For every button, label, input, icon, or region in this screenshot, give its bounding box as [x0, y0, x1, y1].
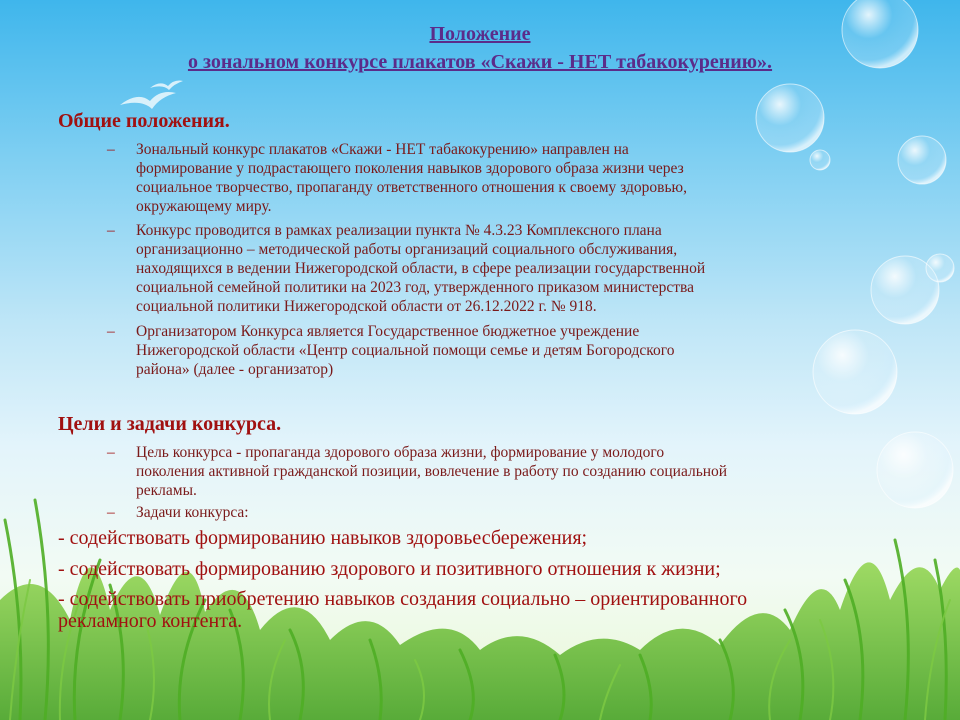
bullet-dash: –: [107, 444, 115, 461]
list-item: [107, 503, 907, 522]
list-item-text: Зональный конкурс плакатов «Скажи - НЕТ табакокурению» направлен на формирование у подрастающего поколения навыков здорового образа жизни через социальное творчество, пропаганду ответственного отношения к своему здоровью, окружающему миру.: [136, 141, 687, 215]
list-item: [107, 140, 907, 216]
bullet-dash: –: [107, 141, 115, 158]
list-item: [107, 322, 907, 379]
bullet-dash: –: [107, 323, 115, 340]
section-heading-goals: Цели и задачи конкурса.: [58, 413, 282, 435]
page-subtitle: о зональном конкурсе плакатов «Скажи - НЕТ табакокурению».: [187, 51, 773, 73]
list-item-text: Организатором Конкурса является Государственное бюджетное учреждение Нижегородской области «Центр социальной помощи семье и детям Богородского района» (далее - организатор): [136, 323, 675, 378]
bullet-dash: –: [107, 222, 115, 239]
page-title: Положение: [429, 23, 531, 45]
section-heading-general: Общие положения.: [58, 110, 230, 132]
list-item: [107, 221, 907, 316]
bullet-dash: –: [107, 504, 115, 521]
task-item: - содействовать формированию здорового и позитивного отношения к жизни;: [58, 558, 721, 580]
task-item: - содействовать приобретению навыков создания социально – ориентированного рекламного контента.: [58, 588, 748, 632]
task-item: - содействовать формированию навыков здоровьесбережения;: [58, 527, 588, 549]
list-item-text: Цель конкурса - пропаганда здорового образа жизни, формирование у молодого поколения активной гражданской позиции, вовлечение в работу по созданию социальной рекламы.: [136, 444, 728, 499]
list-item-text: Задачи конкурса:: [136, 504, 249, 521]
list-item: [107, 443, 907, 500]
list-item-text: Конкурс проводится в рамках реализации пункта № 4.3.23 Комплексного плана организационно – методической работы организаций социального обслуживания, находящихся в ведении Нижегородской области, в сфере реализации государственной социальной семейной политики на 2023 год, утвержденного приказом министерства социальной политики Нижегородской области от 26.12.2022 г. № 918.: [136, 222, 706, 315]
